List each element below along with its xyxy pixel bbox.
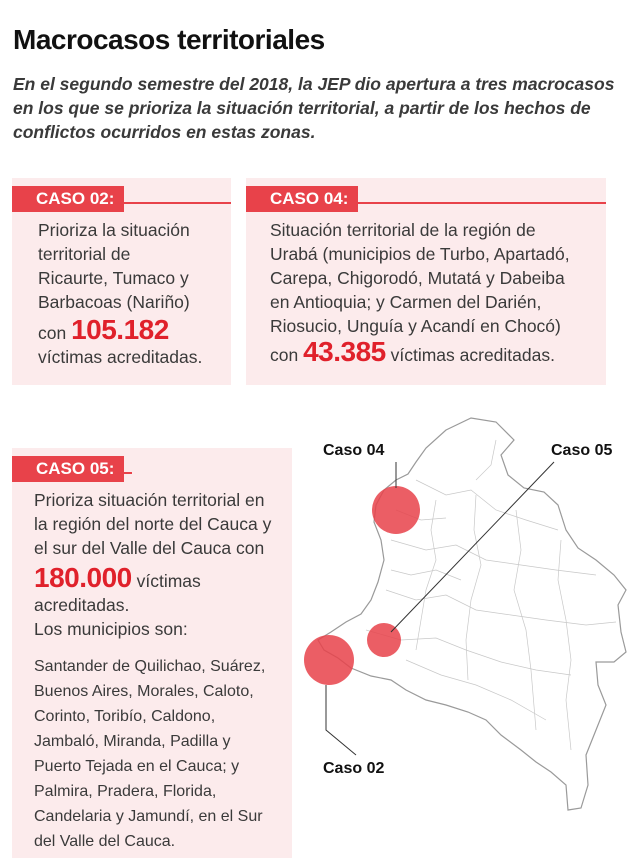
- case-04-line: Riosucio, Unguía y Acandí en Chocó): [270, 316, 561, 336]
- case-05-line: la región del norte del Cauca y: [34, 514, 272, 534]
- case-02-tag: CASO 02:: [12, 186, 124, 212]
- case-04-pre: con: [270, 345, 299, 365]
- case-02-victims-count: 105.182: [71, 314, 169, 345]
- case-02-pre: con: [38, 323, 67, 343]
- case-02-line: Barbacoas (Nariño): [38, 292, 190, 312]
- case-05-post: víctimas: [136, 571, 201, 591]
- case-04-line: Situación territorial de la región de: [270, 220, 536, 240]
- caso-02-highlight: [304, 635, 354, 685]
- map-label-caso-04: Caso 04: [323, 442, 385, 459]
- case-02-count-line: [38, 314, 228, 345]
- municipio-line: Candelaria y Jamundí, en el Sur: [34, 808, 263, 825]
- case-02-line: Prioriza la situación: [38, 220, 190, 240]
- caso-05-highlight: [367, 623, 401, 657]
- case-04-description: [270, 218, 600, 367]
- map-label-caso-05: Caso 05: [551, 442, 613, 459]
- colombia-outline: [318, 418, 626, 810]
- municipio-line: Jambaló, Miranda, Padilla y: [34, 733, 231, 750]
- municipio-line: Corinto, Toribío, Caldono,: [34, 708, 216, 725]
- case-04-tag: CASO 04:: [246, 186, 358, 212]
- intro-text: En el segundo semestre del 2018, la JEP dio apertura a tres macrocasos en los que se prioriza la situación territorial, a partir de los hechos de conflictos ocurridos en estas zonas.: [13, 74, 615, 142]
- case-05-count-line: [34, 562, 290, 593]
- case-04-post: víctimas acreditadas.: [390, 345, 555, 365]
- case-02-line: territorial de: [38, 244, 131, 264]
- municipio-line: Palmira, Pradera, Florida,: [34, 783, 217, 800]
- case-04-line: en Antioquia; y Carmen del Darién,: [270, 292, 542, 312]
- municipio-line: del Valle del Cauca.: [34, 833, 176, 850]
- case-04-victims-count: 43.385: [303, 336, 386, 367]
- case-02-description: [38, 218, 228, 369]
- case-04-line: Urabá (municipios de Turbo, Apartadó,: [270, 244, 570, 264]
- case-05-line: Los municipios son:: [34, 619, 188, 639]
- case-04-card: [246, 178, 606, 385]
- case-05-line: el sur del Valle del Cauca con: [34, 538, 265, 558]
- case-05-tag: CASO 05:: [12, 456, 124, 482]
- colombia-map-svg: [296, 400, 638, 858]
- case-05-card: [12, 448, 292, 858]
- case-05-line: acreditadas.: [34, 595, 130, 615]
- case-02-line: Ricaurte, Tumaco y: [38, 268, 189, 288]
- caso-02-leader: [326, 685, 356, 755]
- case-04-count-line: [270, 336, 600, 367]
- caso-04-highlight: [372, 486, 420, 534]
- case-02-card: [12, 178, 231, 385]
- municipio-line: Puerto Tejada en el Cauca; y: [34, 758, 240, 775]
- municipios-list: [34, 654, 290, 854]
- case-04-line: Carepa, Chigorodó, Mutatá y Dabeiba: [270, 268, 565, 288]
- municipio-line: Buenos Aires, Morales, Caloto,: [34, 683, 254, 700]
- case-05-description: [34, 488, 290, 641]
- colombia-map: [296, 400, 638, 858]
- map-label-caso-02: Caso 02: [323, 760, 385, 777]
- case-02-post: víctimas acreditadas.: [38, 347, 203, 367]
- page-title: Macrocasos territoriales: [13, 24, 325, 55]
- case-05-line: Prioriza situación territorial en: [34, 490, 265, 510]
- municipio-line: Santander de Quilichao, Suárez,: [34, 658, 266, 675]
- case-05-victims-count: 180.000: [34, 562, 132, 593]
